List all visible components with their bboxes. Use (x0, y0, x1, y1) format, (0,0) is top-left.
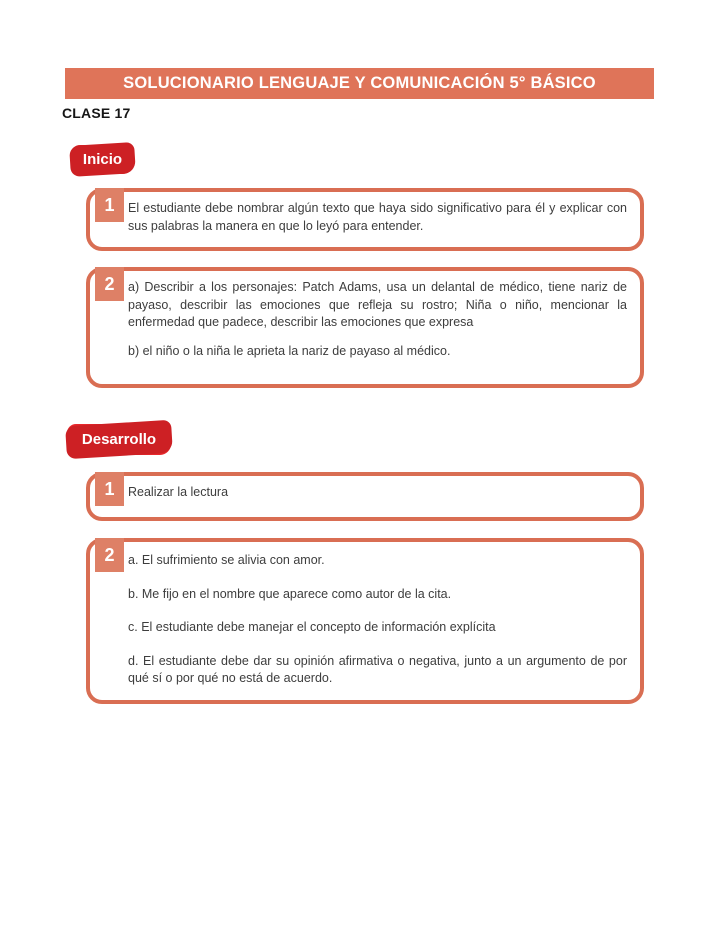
section-badge-desarrollo-label: Desarrollo (81, 431, 157, 448)
answer-text-container (90, 542, 640, 694)
box-number: 1 (95, 188, 124, 222)
answer-paragraph: a) Describir a los personajes: Patch Adams, usa un delantal de médico, tiene nariz de payaso, describir las emociones que refleja su rostro; Niña o niño, mencionar la enfermedad que padece, describir las emociones que expresa (128, 280, 627, 329)
answer-text-container (90, 271, 640, 366)
box-number: 2 (95, 538, 124, 572)
document-title: SOLUCIONARIO LENGUAJE Y COMUNICACIÓN 5° BÁSICO (123, 74, 596, 92)
answer-paragraph: b. Me fijo en el nombre que aparece como autor de la cita. (128, 586, 452, 601)
section-badge-inicio-label: Inicio (82, 151, 123, 168)
answer-box-inicio-2 (86, 267, 644, 388)
answer-paragraph: a. El sufrimiento se alivia con amor. (128, 553, 325, 567)
answer-paragraph: El estudiante debe nombrar algún texto que haya sido significativo para él y explicar con sus palabras la manera en que lo leyó para entender. (128, 201, 627, 233)
box-number: 2 (95, 267, 124, 301)
answer-box-inicio-1 (86, 188, 644, 251)
answer-text-container (90, 476, 640, 508)
answer-paragraph: b) el niño o la niña le aprieta la nariz de payaso al médico. (128, 343, 451, 358)
answer-paragraph: Realizar la lectura (128, 485, 229, 499)
section-badge-inicio (71, 145, 134, 174)
box-number: 1 (95, 472, 124, 506)
document-header-banner (65, 68, 654, 99)
answer-box-desarrollo-1 (86, 472, 644, 521)
section-badge-desarrollo (67, 424, 171, 455)
answer-paragraph: d. El estudiante debe dar su opinión afirmativa o negativa, junto a un argumento de por qué sí o por qué no está de acuerdo. (128, 653, 627, 685)
answer-paragraph: c. El estudiante debe manejar el concepto de información explícita (128, 620, 496, 634)
answer-box-desarrollo-2 (86, 538, 644, 704)
answer-text-container (90, 192, 640, 241)
class-label: CLASE 17 (62, 105, 131, 121)
